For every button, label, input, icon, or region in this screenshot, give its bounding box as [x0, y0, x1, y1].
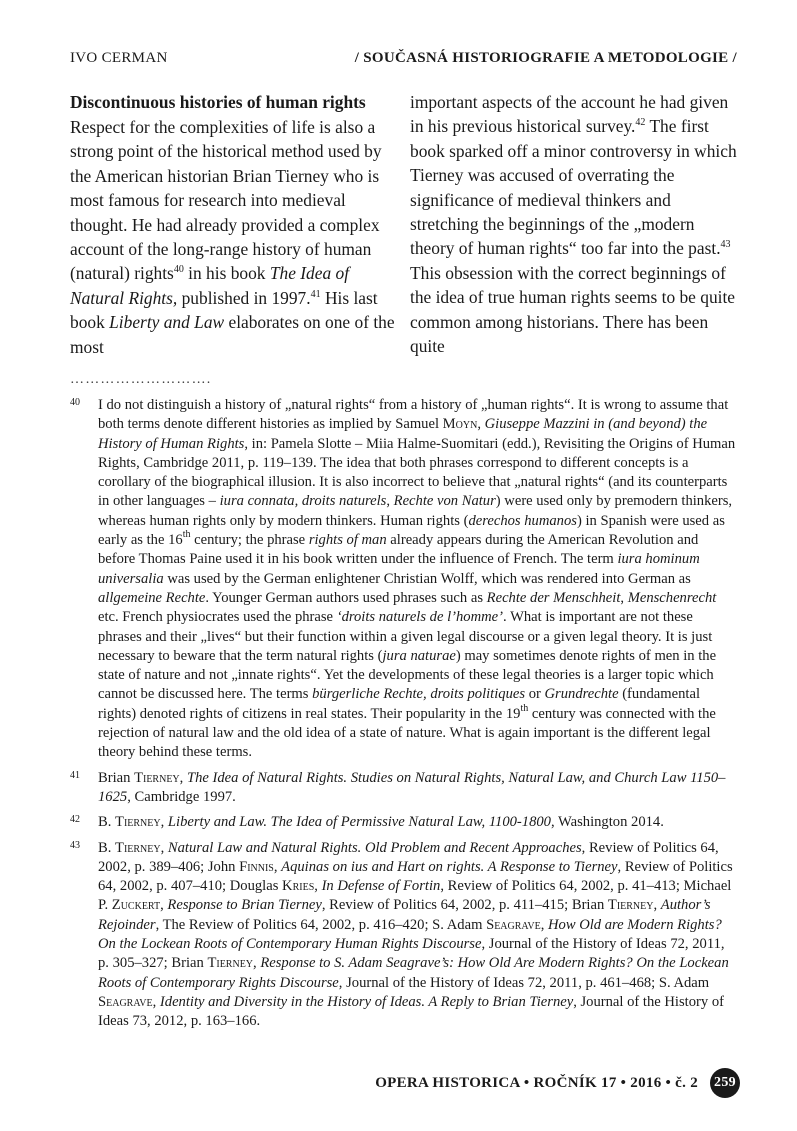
- text: The first book sparked off a minor controversy in which Tierney was accused of overrating the significance of medieval thinkers and stretching the beginnings of the „modern theory of human rights“ too far into the past.: [410, 116, 737, 259]
- author-name: Moyn: [442, 416, 478, 433]
- text: This obsession with the correct beginnings of the idea of true human rights seems to be quite common among historians. There has been quite: [410, 262, 736, 357]
- t: ) in Spanish were used as early as the 16: [98, 512, 725, 549]
- t: Brian: [98, 769, 135, 786]
- running-head: [70, 50, 737, 67]
- author-name: Tierney: [134, 769, 180, 786]
- author-name: Seagrave: [98, 993, 153, 1010]
- t: ,: [160, 839, 168, 856]
- italic: derechos humanos: [468, 512, 577, 529]
- header-section: / SOUČASNÁ HISTORIOGRAFIE A METODOLOGIE /: [354, 50, 737, 66]
- text: in his book: [183, 263, 270, 284]
- superscript: th: [182, 529, 191, 541]
- italic: jura naturae: [382, 647, 456, 664]
- t: , Journal of the History of Ideas 72, 2011, p. 461–468; S. Adam: [338, 974, 710, 991]
- footnote-ref-41[interactable]: 41: [310, 288, 321, 300]
- t: century was connected with the rejection of natural law and the old idea of a state of nature. What is again important is the different legal theory behind these terms.: [98, 705, 716, 761]
- t: , Washington 2014.: [550, 814, 664, 831]
- italic: Author’s Rejoinder: [98, 897, 711, 933]
- author-name: Tierney: [115, 839, 161, 856]
- t: was used by the German enlightener Christian Wolff, which was rendered into German as: [163, 570, 691, 587]
- italic: In Defense of Fortin: [321, 878, 441, 895]
- italic: bürgerliche Rechte, droits politiques: [312, 686, 526, 703]
- footnotes: [70, 396, 737, 1038]
- italic: Identity and Diversity in the History of Ideas. A Reply to Brian Tierney: [159, 993, 574, 1010]
- section-title: Discontinuous histories of human rights: [70, 92, 366, 112]
- italic: Aquinas on ius and Hart on rights. A Response to Tierney: [281, 858, 618, 875]
- text: elaborates on one of the most: [70, 312, 395, 357]
- text: Respect for the complexities of life is also a strong point of the historical method used by the American historian Brian Tierney who is most famous for research into medieval thought. He had already provided a complex account of the long-range history of human (natural) rights: [70, 117, 382, 284]
- t: ,: [179, 769, 187, 786]
- footnote-42: [70, 813, 737, 832]
- t: ,: [620, 589, 628, 606]
- author-name: Zuckert: [111, 897, 161, 914]
- t: ,: [540, 916, 548, 933]
- header-author: IVO CERMAN: [70, 50, 168, 66]
- author-name: Tierney: [207, 955, 254, 972]
- text: published in 1997.: [177, 287, 311, 308]
- page-number: 259: [710, 1068, 740, 1098]
- t: ) were used only by premodern thinkers, whereas human rights only by modern thinkers. Human rights (: [98, 493, 733, 529]
- italic: How Old are Modern Rights? On the Lockean Roots of Contemporary Human Rights Discourse: [98, 916, 722, 953]
- italic: Response to Brian Tierney: [167, 897, 322, 914]
- body-paragraph-2: [410, 90, 737, 358]
- footnote-number: 42: [70, 814, 80, 826]
- footnote-ref-42[interactable]: 42: [635, 117, 646, 129]
- italic: Natural Law and Natural Rights. Old Problem and Recent Approaches: [167, 839, 582, 856]
- t: . Younger German authors used phrases such as: [205, 589, 487, 606]
- t: , Review of Politics 64, 2002, p. 407–410; Douglas: [98, 858, 733, 895]
- t: or: [525, 686, 545, 703]
- footnote-ref-43[interactable]: 43: [720, 239, 731, 251]
- italic: Grundrechte: [544, 686, 619, 703]
- text: important aspects of the account he had given in his previous historical survey.: [410, 92, 729, 137]
- t: ,: [152, 993, 160, 1010]
- t: ,: [160, 897, 168, 914]
- t: , Review of Politics 64, 2002, p. 411–415; Brian: [321, 897, 608, 914]
- text: His last book: [70, 287, 378, 333]
- t: , Review of Politics 64, 2002, p. 389–406; John: [98, 839, 719, 875]
- t: , Journal of the History of Ideas 73, 2012, p. 163–166.: [98, 993, 724, 1030]
- footnote-ref-40[interactable]: 40: [173, 264, 184, 276]
- t: already appears during the American Revolution and before Thomas Paine used it in his book written under the influence of French. The term: [98, 532, 699, 568]
- italic: ‘droits naturels de l’homme’: [336, 609, 504, 626]
- footnote-number: 40: [70, 397, 80, 408]
- journal-info: OPERA HISTORICA • ROČNÍK 17 • 2016 • č. 2: [375, 1074, 698, 1091]
- t: B.: [98, 814, 116, 831]
- superscript: th: [520, 702, 529, 714]
- footnote-number: 41: [70, 769, 80, 781]
- t: ,: [253, 955, 261, 972]
- t: etc. French physiocrates used the phrase: [98, 609, 337, 626]
- column-left: [70, 90, 397, 359]
- italic: rights of man: [308, 532, 387, 549]
- t: ,: [653, 897, 661, 914]
- t: . What is important are not these phrases and their „lives“ but their function within a given legal discourse or a given legal theory. It is just necessary to beware that the term natural rights (: [98, 609, 713, 664]
- t: ,: [160, 814, 168, 831]
- t: B.: [98, 839, 116, 856]
- footnote-40: [70, 396, 737, 763]
- t: ,: [273, 858, 282, 875]
- italic: Giuseppe Mazzini in (and beyond) the History of Human Rights: [98, 416, 708, 452]
- t: I do not distinguish a history of „natural rights“ from a history of „human rights“. It is wrong to assume that both terms denote different histories as implied by Samuel: [98, 397, 729, 433]
- italic: iura connata, droits naturels: [219, 493, 387, 510]
- t: , Cambridge 1997.: [127, 788, 236, 805]
- t: ,: [477, 416, 485, 433]
- author-name: Seagrave: [486, 916, 541, 933]
- t: ,: [314, 878, 322, 895]
- t: , Review of Politics 64, 2002, p. 41–413; Michael P.: [98, 878, 732, 914]
- t: , Journal of the History of Ideas 72, 2011, p. 305–327; Brian: [98, 936, 725, 972]
- running-footer: [350, 1068, 740, 1098]
- footnote-number: 43: [70, 839, 80, 851]
- book-title: The Idea of Natural Rights,: [70, 263, 350, 308]
- italic: Response to S. Adam Seagrave’s: How Old Are Modern Rights? On the Lockean Roots of Contemporary Rights Discourse: [98, 955, 729, 991]
- italic: iura hominum universalia: [98, 551, 700, 587]
- author-name: Tierney: [607, 897, 654, 914]
- italic: Rechte von Natur: [393, 493, 496, 510]
- footnote-separator: ……………………….: [70, 372, 212, 387]
- column-right: [410, 90, 737, 359]
- italic: Liberty and Law. The Idea of Permissive Natural Law, 1100-1800: [167, 814, 551, 831]
- t: century; the phrase: [190, 532, 309, 549]
- t: , in: Pamela Slotte – Miia Halme-Suomitari (edd.), Revisiting the Origins of Human Rights, Cambridge 2011, p. 119–139. The idea that both phrases correspond to different concepts is a corollary of the biographical illusion. It is also incorrect to believe that „natural rights“ (and its counterparts in other languages –: [98, 435, 736, 510]
- author-name: Kries: [282, 878, 315, 895]
- italic: allgemeine Rechte: [98, 589, 206, 606]
- footnote-41: [70, 769, 737, 808]
- book-title: Liberty and Law: [109, 312, 225, 333]
- footnote-43: [70, 839, 737, 1032]
- italic: Menschenrecht: [627, 589, 717, 606]
- italic: The Idea of Natural Rights. Studies on Natural Rights, Natural Law, and Church Law 1150–1625: [98, 769, 726, 805]
- t: ) may sometimes denote rights of men in the state of nature and not „innate rights“. Yet the developments of these legal theories is a larger topic which cannot be discussed here. The terms: [98, 647, 717, 703]
- author-name: Tierney: [115, 814, 161, 831]
- t: (fundamental rights) denoted rights of citizens in real states. Their popularity in the 19: [98, 686, 700, 722]
- t: , The Review of Politics 64, 2002, p. 416–420; S. Adam: [155, 916, 487, 933]
- author-name: Finnis: [239, 858, 274, 875]
- t: ,: [386, 493, 394, 510]
- body-columns: [70, 90, 737, 359]
- body-paragraph-1: [70, 115, 397, 359]
- italic: Rechte der Menschheit: [486, 589, 621, 606]
